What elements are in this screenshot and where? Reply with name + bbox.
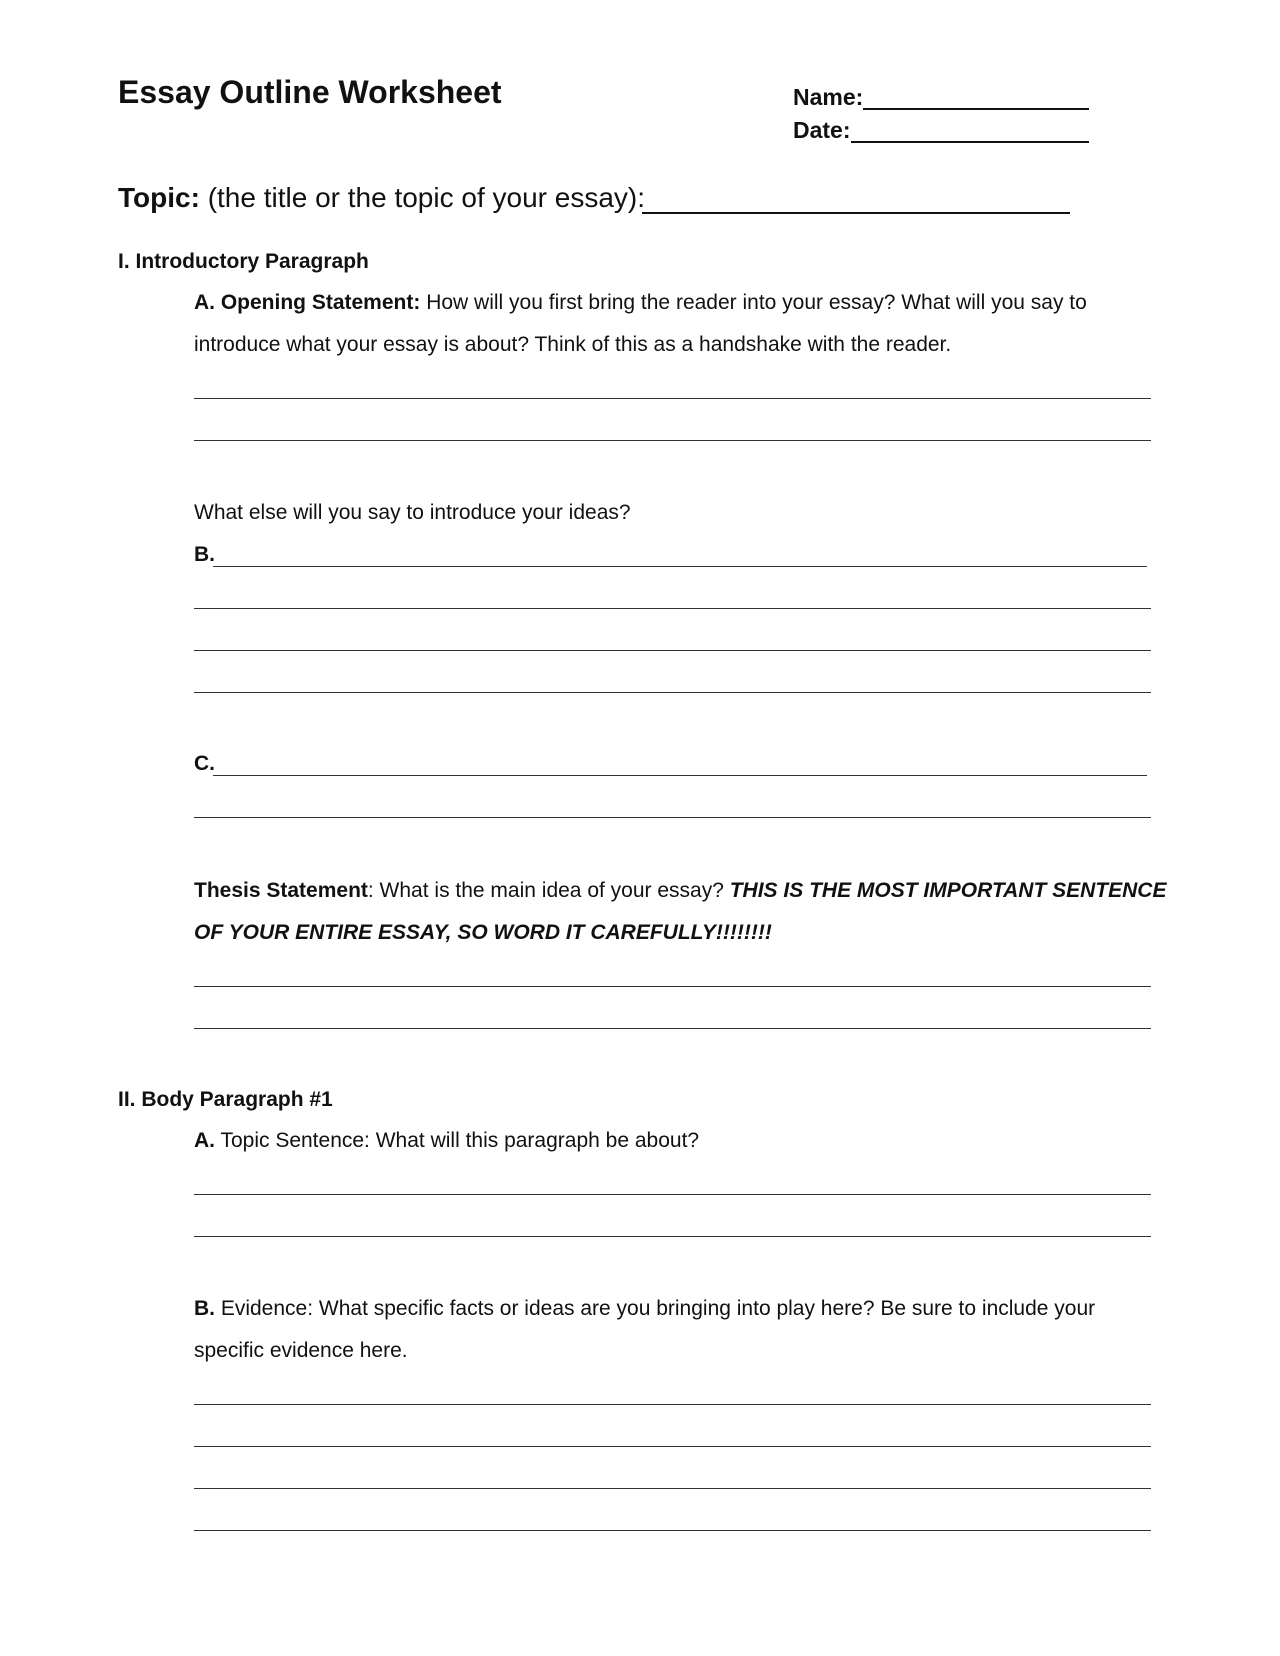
evidence-line-3[interactable] [194,1488,1151,1489]
name-field[interactable] [863,108,1089,110]
point-b-line-2[interactable] [194,608,1151,609]
evidence-label: B. [194,1297,215,1320]
opening-statement-line-2[interactable] [194,440,1151,441]
evidence-text-1: Evidence: What specific facts or ideas are you bringing into play here? Be sure to include your [215,1297,1096,1320]
evidence-text-2: specific evidence here. [194,1339,408,1362]
thesis-statement-text: : What is the main idea of your essay? [367,879,730,902]
thesis-statement-prompt [194,870,1166,954]
date-field[interactable] [851,141,1089,143]
date-label: Date: [793,117,851,143]
section-body-1-heading: II. Body Paragraph #1 [118,1088,333,1111]
point-b-line-3[interactable] [194,650,1151,651]
thesis-emphasis-1: THIS IS THE MOST IMPORTANT SENTENCE [729,879,1167,902]
point-c-line-2[interactable] [194,817,1151,818]
name-label: Name: [793,84,864,110]
opening-statement-prompt [194,282,1087,366]
topic-field[interactable] [642,212,1070,214]
point-b-label: B. [194,543,215,566]
topic-label: Topic: [118,182,200,213]
topic-line [118,182,645,214]
point-c-line-1[interactable] [213,775,1147,776]
topic-sentence-label: A. [194,1129,215,1152]
thesis-line-1[interactable] [194,986,1151,987]
introduce-ideas-prompt: What else will you say to introduce your ideas? [194,501,631,524]
topic-sentence-line-1[interactable] [194,1194,1151,1195]
evidence-prompt [194,1288,1095,1372]
evidence-line-1[interactable] [194,1404,1151,1405]
thesis-line-2[interactable] [194,1028,1151,1029]
section-introductory-heading: I. Introductory Paragraph [118,250,369,273]
topic-sentence-line-2[interactable] [194,1236,1151,1237]
point-c-label: C. [194,752,215,775]
opening-statement-text-2: introduce what your essay is about? Think of this as a handshake with the reader. [194,333,952,356]
opening-statement-label: A. Opening Statement: [194,291,421,314]
point-b-line-1[interactable] [213,566,1147,567]
worksheet-title: Essay Outline Worksheet [118,74,502,110]
thesis-emphasis-2: OF YOUR ENTIRE ESSAY, SO WORD IT CAREFULLY!!!!!!!! [194,921,772,944]
topic-sentence-prompt [194,1120,699,1162]
topic-sentence-text: Topic Sentence: What will this paragraph be about? [215,1129,700,1152]
topic-prompt: (the title or the topic of your essay): [199,182,646,213]
evidence-line-2[interactable] [194,1446,1151,1447]
opening-statement-line-1[interactable] [194,398,1151,399]
evidence-line-4[interactable] [194,1530,1151,1531]
opening-statement-text-1: How will you first bring the reader into your essay? What will you say to [420,291,1087,314]
point-b-line-4[interactable] [194,692,1151,693]
thesis-statement-label: Thesis Statement [194,879,368,902]
